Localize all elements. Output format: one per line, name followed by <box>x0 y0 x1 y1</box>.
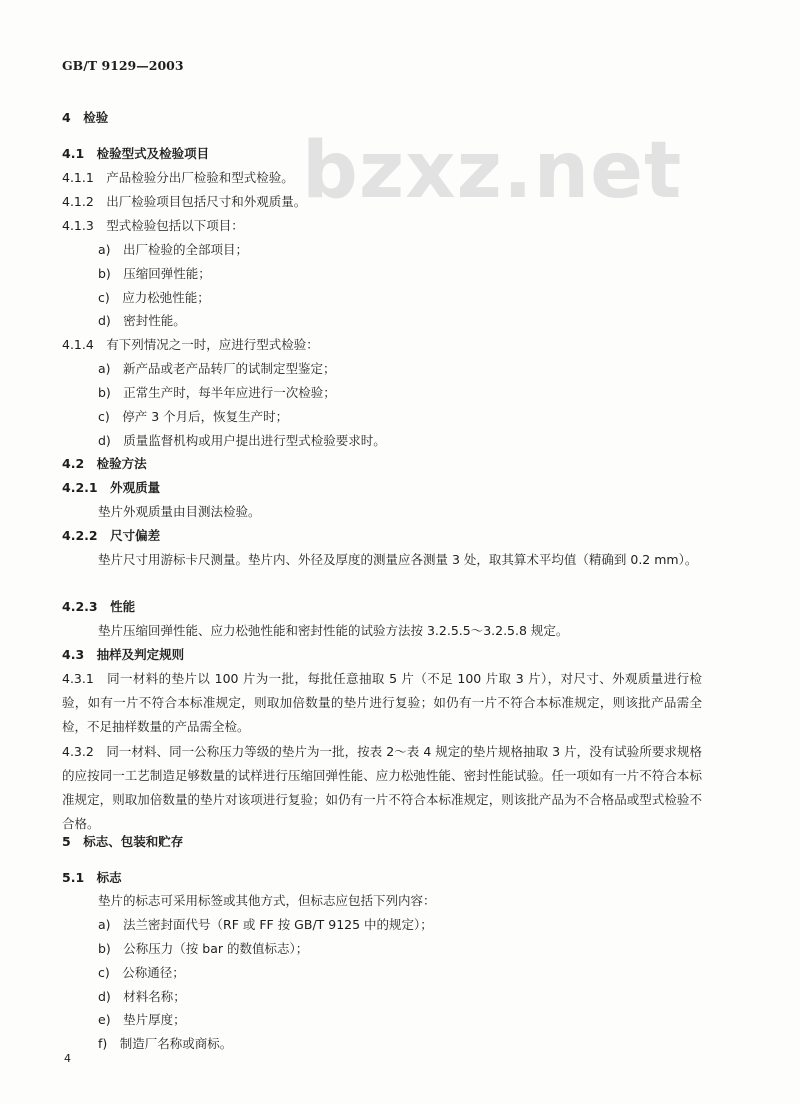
clause-5-1-text: 垫片的标志可采用标签或其他方式，但标志应包括下列内容： <box>98 893 436 908</box>
clause-4-3-1: 4.3.1 同一材料的垫片以 100 片为一批，每批任意抽取 5 片（不足 100 片取 3 片），对尺寸、外观质量进行检验，如有一片不符合本标准规定，则取加倍数量的垫片进行复验；如仍有一片不符合本标准规定，则该批产品需全检，不足抽样数量的产品需全检。 <box>62 671 702 734</box>
list-item-4-1-4-b: b) 正常生产时，每半年应进行一次检验； <box>98 385 336 400</box>
clause-4-2-3-text: 垫片压缩回弹性能、应力松弛性能和密封性能的试验方法按 3.2.5.5～3.2.5.8 规定。 <box>98 623 569 638</box>
list-item-5-1-b: b) 公称压力（按 bar 的数值标志）； <box>98 941 309 956</box>
section-4-1-heading: 4.1 检验型式及检验项目 <box>62 146 210 161</box>
page-number: 4 <box>64 1052 71 1065</box>
section-4-2-heading: 4.2 检验方法 <box>62 456 147 471</box>
clause-4-1-1: 4.1.1 产品检验分出厂检验和型式检验。 <box>62 170 294 185</box>
clause-4-1-4: 4.1.4 有下列情况之一时，应进行型式检验： <box>62 337 319 352</box>
clause-4-2-2-text: 垫片尺寸用游标卡尺测量。垫片内、外径及厚度的测量应各测量 3 处，取其算术平均值（精确到 0.2 mm）。 <box>98 552 698 567</box>
clause-4-2-1-text: 垫片外观质量由目测法检验。 <box>98 504 261 519</box>
clause-4-2-2-heading: 4.2.2 尺寸偏差 <box>62 528 161 543</box>
list-item-5-1-f: f) 制造厂名称或商标。 <box>98 1036 233 1051</box>
list-item-4-1-3-c: c) 应力松弛性能； <box>98 290 210 305</box>
document-header: GB/T 9129—2003 <box>62 58 184 73</box>
watermark: bzxz.net <box>302 126 683 216</box>
list-item-4-1-4-a: a) 新产品或老产品转厂的试制定型鉴定； <box>98 361 336 376</box>
section-5-1-heading: 5.1 标志 <box>62 870 122 885</box>
list-item-4-1-4-c: c) 停产 3 个月后，恢复生产时； <box>98 409 289 424</box>
clause-4-2-1-heading: 4.2.1 外观质量 <box>62 480 161 495</box>
list-item-5-1-d: d) 材料名称； <box>98 989 186 1004</box>
clause-4-2-3-heading: 4.2.3 性能 <box>62 599 136 614</box>
list-item-5-1-a: a) 法兰密封面代号（RF 或 FF 按 GB/T 9125 中的规定）； <box>98 917 433 932</box>
list-item-4-1-3-d: d) 密封性能。 <box>98 313 186 328</box>
list-item-4-1-4-d: d) 质量监督机构或用户提出进行型式检验要求时。 <box>98 433 386 448</box>
clause-4-1-2: 4.1.2 出厂检验项目包括尺寸和外观质量。 <box>62 194 307 209</box>
list-item-5-1-e: e) 垫片厚度； <box>98 1012 186 1027</box>
section-5-heading: 5 标志、包装和贮存 <box>62 834 184 849</box>
list-item-5-1-c: c) 公称通径； <box>98 965 185 980</box>
clause-4-1-3: 4.1.3 型式检验包括以下项目： <box>62 218 244 233</box>
clause-4-3-2: 4.3.2 同一材料、同一公称压力等级的垫片为一批，按表 2～表 4 规定的垫片规格抽取 3 片，没有试验所要求规格的应按同一工艺制造足够数量的试样进行压缩回弹性能、应力松弛性能、密封性能试验。任一项如有一片不符合本标准规定，则取加倍数量的垫片对该项进行复验；如仍有一片不符合本标准规定，则该批产品为不合格品或型式检验不合格。 <box>62 744 702 831</box>
list-item-4-1-3-a: a) 出厂检验的全部项目； <box>98 242 249 257</box>
list-item-4-1-3-b: b) 压缩回弹性能； <box>98 266 211 281</box>
section-4-3-heading: 4.3 抽样及判定规则 <box>62 647 185 662</box>
section-4-heading: 4 检验 <box>62 110 109 125</box>
